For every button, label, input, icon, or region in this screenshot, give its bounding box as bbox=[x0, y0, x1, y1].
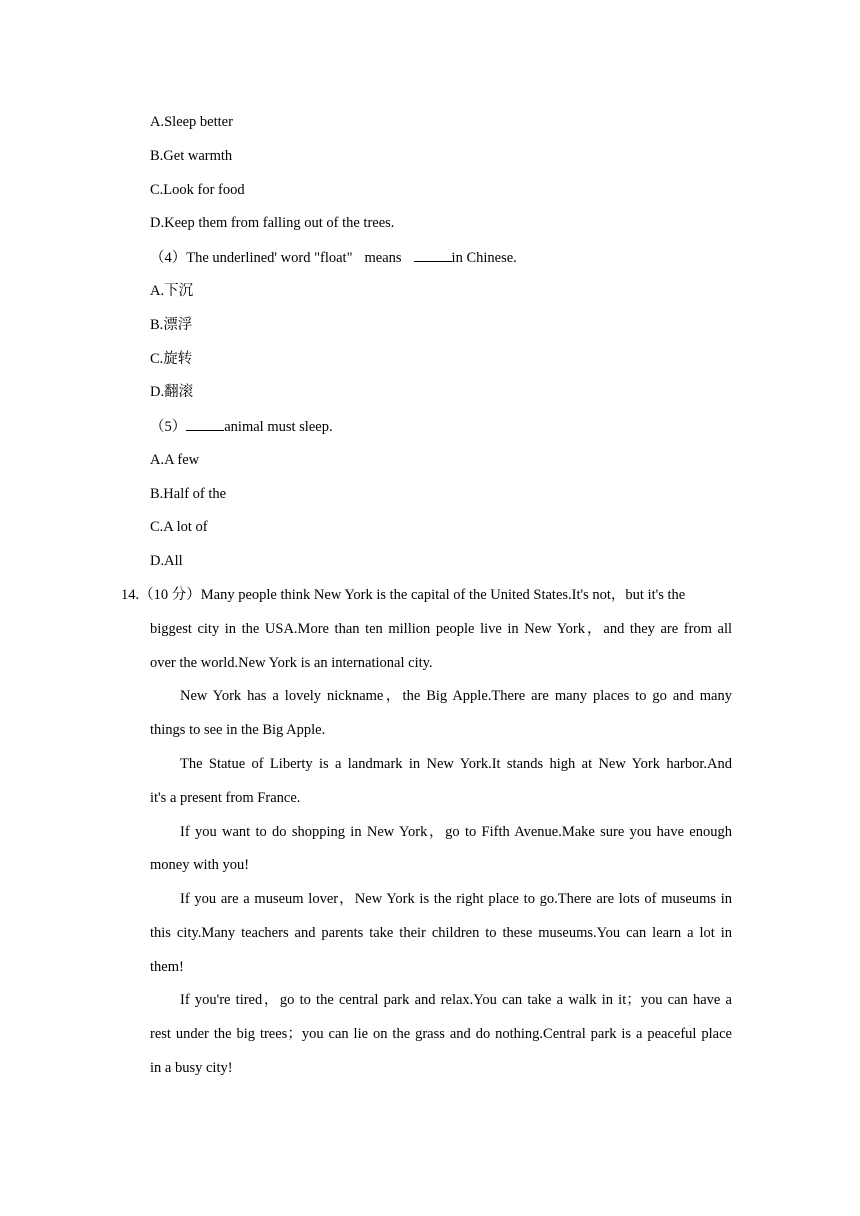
q14-score: （10 分） bbox=[139, 587, 201, 603]
q5-option-b: B.Half of the bbox=[150, 486, 227, 502]
q14-line-9: money with you! bbox=[150, 857, 250, 873]
q14-line-15: in a busy city! bbox=[150, 1060, 233, 1076]
q5-option-d: D.All bbox=[150, 553, 183, 569]
q14-line-12: them! bbox=[150, 959, 184, 975]
q5-option-a: A.A few bbox=[150, 452, 200, 468]
q5-prefix: （5） bbox=[150, 419, 187, 435]
q14-line-3: over the world.New York is an international city. bbox=[150, 655, 433, 671]
q4-option-c: C.旋转 bbox=[150, 351, 193, 367]
q5-answer-blank bbox=[186, 416, 224, 431]
q14-line-1: Many people think New York is the capital of the United States.It's not，but it's the bbox=[200, 587, 686, 603]
q3-option-a: A.Sleep better bbox=[150, 114, 233, 130]
q4-means: means bbox=[364, 250, 402, 266]
q14-line-7: it's a present from France. bbox=[150, 790, 301, 806]
q4-prefix: （4）The underlined' word "float" bbox=[150, 250, 353, 266]
q5-suffix: animal must sleep. bbox=[224, 419, 333, 435]
q14-line-2: biggest city in the USA.More than ten million people live in New York，and they are from all bbox=[150, 621, 732, 637]
q5-question bbox=[150, 416, 333, 436]
q14-line-6: The Statue of Liberty is a landmark in New York.It stands high at New York harbor.And bbox=[180, 756, 732, 772]
q4-suffix: in Chinese. bbox=[451, 250, 517, 266]
q5-option-c: C.A lot of bbox=[150, 519, 208, 535]
q14-line-5: things to see in the Big Apple. bbox=[150, 722, 326, 738]
q4-option-d: D.翻滚 bbox=[150, 384, 194, 400]
q4-option-a: A.下沉 bbox=[150, 283, 194, 299]
q14-line-8: If you want to do shopping in New York，go to Fifth Avenue.Make sure you have enough bbox=[180, 824, 732, 840]
q14-line-11: this city.Many teachers and parents take their children to these museums.You can learn a lot in bbox=[150, 925, 732, 941]
q3-option-c: C.Look for food bbox=[150, 182, 245, 198]
q14-line-4: New York has a lovely nickname，the Big Apple.There are many places to go and many bbox=[180, 688, 732, 704]
q3-option-b: B.Get warmth bbox=[150, 148, 233, 164]
q3-option-d: D.Keep them from falling out of the trees. bbox=[150, 215, 395, 231]
q4-answer-blank bbox=[414, 247, 452, 262]
q14-line-13: If you're tired，go to the central park and relax.You can take a walk in it；you can have a bbox=[180, 992, 732, 1008]
q14-number: 14. bbox=[121, 587, 140, 603]
q4-question bbox=[150, 247, 517, 267]
q4-option-b: B.漂浮 bbox=[150, 317, 193, 333]
q14-line-14: rest under the big trees；you can lie on the grass and do nothing.Central park is a peaceful place bbox=[150, 1026, 732, 1042]
q14-first-line bbox=[121, 585, 732, 605]
q14-line-10: If you are a museum lover，New York is the right place to go.There are lots of museums in bbox=[180, 891, 732, 907]
